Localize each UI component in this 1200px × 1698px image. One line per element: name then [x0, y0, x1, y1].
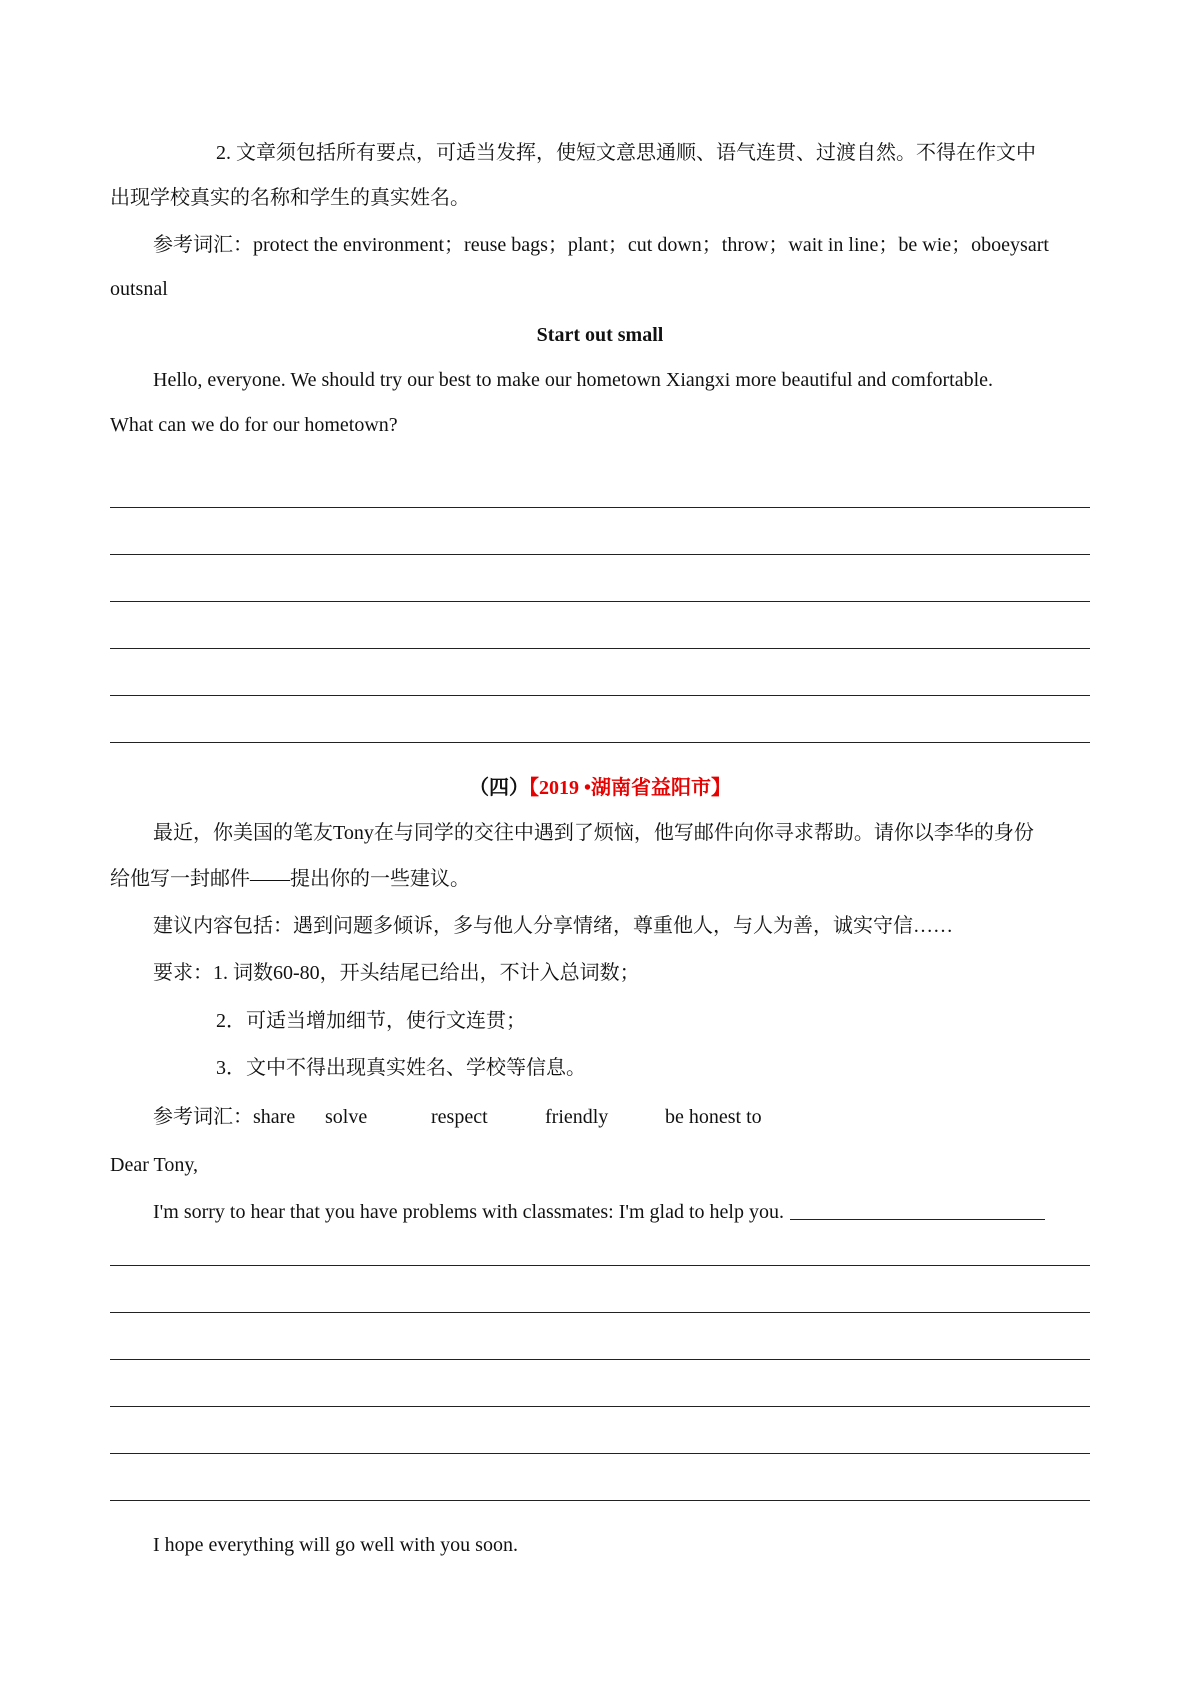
vocabulary-line-2: outsnal [110, 278, 168, 300]
vocabulary-word: respect [431, 1106, 488, 1128]
letter-opening [153, 1197, 1143, 1227]
section-number: （四） [468, 777, 529, 799]
answer-line[interactable] [110, 554, 1090, 555]
requirement-2-line-1: 2. 文章须包括所有要点，可适当发挥，使短文意思通顺、语气连贯、过渡自然。不得在作文中 [216, 142, 1036, 164]
letter-salutation: Dear Tony, [110, 1154, 199, 1176]
requirement-3: 3．文中不得出现真实姓名、学校等信息。 [216, 1057, 586, 1079]
vocabulary-line-1: 参考词汇：protect the environment；reuse bags；plant；cut down；throw；wait in line；be wie；oboeysart [153, 234, 1049, 256]
suggestions-text: 建议内容包括：遇到问题多倾诉，多与他人分享情绪，尊重他人，与人为善，诚实守信…… [153, 915, 953, 937]
section-heading [0, 773, 1200, 803]
essay-title: Start out small [536, 324, 664, 346]
requirement-1: 要求：1. 词数60-80，开头结尾已给出，不计入总词数； [153, 962, 640, 984]
prompt-line-2: 给他写一封邮件——提出你的一些建议。 [110, 868, 470, 890]
essay-intro-line-1: Hello, everyone. We should try our best to make our hometown Xiangxi more beautiful and comfortable. [153, 369, 994, 391]
letter-opening-text: I'm sorry to hear that you have problems with classmates: I'm glad to help you. [153, 1201, 784, 1223]
answer-line[interactable] [110, 742, 1090, 743]
vocabulary-word: solve [325, 1106, 368, 1128]
answer-line[interactable] [110, 1359, 1090, 1360]
answer-line[interactable] [110, 1500, 1090, 1501]
answer-line[interactable] [110, 1312, 1090, 1313]
letter-closing: I hope everything will go well with you soon. [153, 1534, 518, 1556]
section-source: 【2019 •湖南省益阳市】 [528, 777, 731, 799]
essay-intro-line-2: What can we do for our hometown? [110, 414, 398, 436]
answer-line[interactable] [110, 1406, 1090, 1407]
answer-line[interactable] [110, 507, 1090, 508]
answer-line[interactable] [110, 648, 1090, 649]
vocabulary-word: be honest to [665, 1106, 762, 1128]
answer-line[interactable] [110, 1265, 1090, 1266]
answer-line[interactable] [790, 1219, 1045, 1220]
vocabulary-word: share [253, 1106, 296, 1128]
prompt-line-1: 最近，你美国的笔友Tony在与同学的交往中遇到了烦恼，他写邮件向你寻求帮助。请你以李华的身份 [153, 822, 1034, 844]
requirement-2: 2．可适当增加细节，使行文连贯； [216, 1010, 526, 1032]
vocabulary-label: 参考词汇： [153, 1106, 253, 1128]
answer-line[interactable] [110, 1453, 1090, 1454]
vocabulary-word: friendly [545, 1106, 609, 1128]
requirement-2-line-2: 出现学校真实的名称和学生的真实姓名。 [110, 187, 470, 209]
vocabulary-list [153, 1102, 1143, 1132]
answer-line[interactable] [110, 695, 1090, 696]
answer-line[interactable] [110, 601, 1090, 602]
